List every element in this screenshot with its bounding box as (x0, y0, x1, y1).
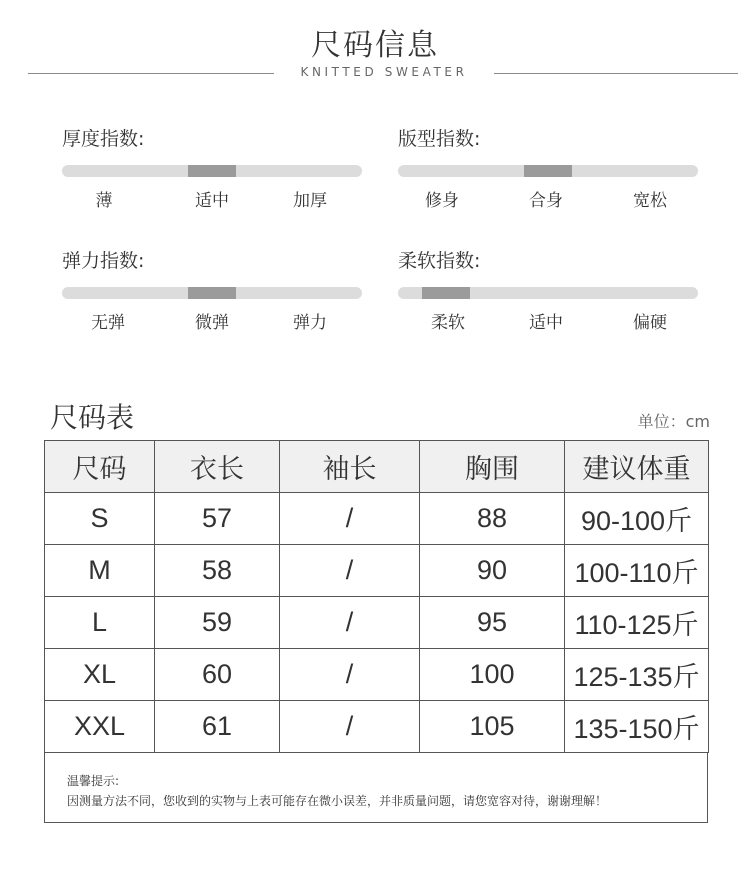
weight-cell: 135-150斤 (565, 701, 709, 753)
gauge-tick-low: 无弹 (91, 313, 125, 333)
length-cell: 61 (155, 701, 280, 753)
gauge-label: 版型指数: (398, 128, 481, 150)
size-cell: M (45, 545, 155, 597)
table-row (45, 545, 709, 597)
column-header-weight: 建议体重 (565, 441, 709, 493)
length-cell: 59 (155, 597, 280, 649)
gauge-track (62, 287, 362, 299)
size-cell: XL (45, 649, 155, 701)
gauge-tick-high: 加厚 (293, 191, 327, 211)
gauge-tick-low: 柔软 (431, 313, 465, 333)
gauge-marker (188, 287, 236, 299)
gauge-track (398, 165, 698, 177)
size-table (44, 440, 709, 753)
table-row (45, 597, 709, 649)
gauge-tick-mid: 微弹 (195, 313, 229, 333)
table-header-row (45, 441, 709, 493)
sleeve-cell: / (280, 649, 420, 701)
chest-cell: 100 (420, 649, 565, 701)
column-header-size: 尺码 (45, 441, 155, 493)
chest-cell: 105 (420, 701, 565, 753)
subtitle-divider-right (494, 73, 738, 74)
notice-box (44, 752, 708, 823)
sleeve-cell: / (280, 701, 420, 753)
subtitle-row (0, 64, 750, 84)
sleeve-cell: / (280, 545, 420, 597)
notice-text: 因测量方法不同，您收到的实物与上表可能存在微小误差，并非质量问题，请您宽容对待，谢谢理解！ (67, 794, 608, 808)
table-row (45, 493, 709, 545)
size-table-title: 尺码表 (50, 401, 135, 434)
chest-cell: 95 (420, 597, 565, 649)
sleeve-cell: / (280, 493, 420, 545)
gauge-tick-low: 修身 (425, 191, 459, 211)
weight-cell: 90-100斤 (565, 493, 709, 545)
weight-cell: 125-135斤 (565, 649, 709, 701)
length-cell: 57 (155, 493, 280, 545)
subtitle-divider-left (28, 73, 274, 74)
chest-cell: 90 (420, 545, 565, 597)
page-subtitle: KNITTED SWEATER (300, 65, 468, 79)
weight-cell: 110-125斤 (565, 597, 709, 649)
length-cell: 60 (155, 649, 280, 701)
length-cell: 58 (155, 545, 280, 597)
gauge-track (398, 287, 698, 299)
size-cell: XXL (45, 701, 155, 753)
column-header-length: 衣长 (155, 441, 280, 493)
weight-cell: 100-110斤 (565, 545, 709, 597)
gauge-marker (188, 165, 236, 177)
gauge-tick-mid: 适中 (195, 191, 229, 211)
gauge-marker (422, 287, 470, 299)
gauge-tick-high: 宽松 (633, 191, 667, 211)
table-row (45, 649, 709, 701)
chest-cell: 88 (420, 493, 565, 545)
gauge-tick-high: 弹力 (293, 313, 327, 333)
table-row (45, 701, 709, 753)
page-title: 尺码信息 (311, 28, 439, 63)
column-header-sleeve: 袖长 (280, 441, 420, 493)
size-cell: L (45, 597, 155, 649)
unit-label: 单位：cm (637, 412, 710, 431)
column-header-chest: 胸围 (420, 441, 565, 493)
sleeve-cell: / (280, 597, 420, 649)
notice-title: 温馨提示: (67, 774, 120, 788)
gauge-tick-low: 薄 (95, 191, 113, 211)
gauge-track (62, 165, 362, 177)
gauge-marker (524, 165, 572, 177)
size-cell: S (45, 493, 155, 545)
gauge-label: 弹力指数: (62, 250, 145, 272)
gauge-label: 厚度指数: (62, 128, 145, 150)
gauge-tick-high: 偏硬 (633, 313, 667, 333)
gauge-tick-mid: 合身 (529, 191, 563, 211)
gauge-label: 柔软指数: (398, 250, 481, 272)
gauge-tick-mid: 适中 (529, 313, 563, 333)
